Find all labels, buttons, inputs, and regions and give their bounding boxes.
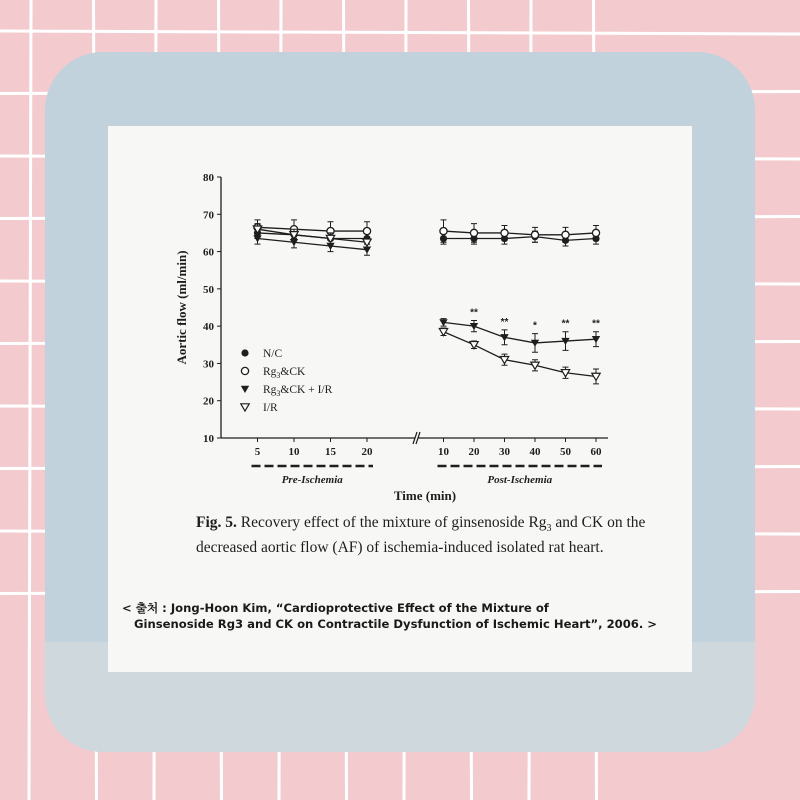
- y-tick-label: 60: [203, 246, 214, 259]
- figure-label: Fig. 5.: [196, 514, 237, 531]
- x-tick-label: 10: [288, 446, 300, 458]
- y-tick-label: 20: [203, 395, 214, 408]
- significance-label: *: [533, 320, 537, 332]
- source-citation: [122, 600, 682, 632]
- legend-label: $Rg_3\&CK + I/R$: [263, 384, 333, 398]
- data-point: [592, 229, 599, 236]
- y-tick-label: 40: [203, 321, 214, 334]
- data-point: [439, 329, 447, 336]
- figure-paper: [108, 126, 692, 672]
- series-line: [444, 332, 597, 377]
- significance-label: **: [592, 318, 600, 330]
- legend-marker: [241, 404, 249, 411]
- data-point: [470, 342, 478, 349]
- x-tick-label: 5: [254, 446, 261, 458]
- x-tick-label: 30: [499, 446, 510, 458]
- data-point: [531, 231, 538, 238]
- y-tick-label: 50: [203, 283, 214, 296]
- y-tick-label: 80: [203, 172, 214, 184]
- series-line: [444, 322, 597, 343]
- legend-marker: [241, 386, 249, 393]
- grid-line-horizontal: [0, 31, 800, 34]
- source-line-1: < 출처 : Jong-Hoon Kim, “Cardioprotective Effect of the Mixture of: [122, 601, 549, 615]
- x-tick-label: 60: [590, 446, 602, 458]
- aortic-flow-chart: [108, 126, 692, 516]
- y-axis-label: Aortic flow (ml/min): [174, 250, 189, 365]
- legend-label: N/C: [263, 348, 283, 360]
- x-axis-label: Time (min): [393, 488, 457, 503]
- caption-text-end: and CK on the decreased aortic flow (AF) of ischemia-induced isolated rat heart.: [196, 514, 646, 557]
- grid-line-vertical: [29, 0, 31, 800]
- significance-label: **: [561, 318, 570, 330]
- significance-label: **: [500, 316, 509, 328]
- significance-label: **: [470, 307, 478, 319]
- data-point: [440, 227, 447, 234]
- legend-marker: [241, 349, 248, 356]
- series-line: [444, 237, 597, 241]
- y-tick-label: 70: [203, 209, 214, 222]
- source-line-2: Ginsenoside Rg3 and CK on Contractile Dysfunction of Ischemic Heart”, 2006. >: [134, 617, 658, 631]
- legend: [241, 348, 333, 414]
- caption-subscript: 3: [546, 523, 552, 535]
- caption-text-start: Recovery effect of the mixture of ginsenoside Rg: [240, 514, 547, 531]
- data-point: [363, 227, 370, 234]
- figure-caption: [196, 513, 666, 557]
- x-tick-label: 15: [325, 446, 336, 458]
- legend-label: $Rg_3\&CK$: [263, 366, 306, 380]
- y-tick-label: 30: [203, 358, 214, 371]
- series-line: [258, 233, 368, 239]
- x-tick-label: 20: [361, 446, 373, 458]
- phase-label: Post-Ischemia: [487, 474, 553, 486]
- series-line: [258, 227, 368, 231]
- x-tick-label: 20: [468, 446, 480, 458]
- y-tick-label: 10: [203, 433, 214, 445]
- x-tick-label: 10: [438, 446, 449, 458]
- data-point: [470, 229, 477, 236]
- data-point: [363, 239, 371, 246]
- x-tick-label: 40: [529, 446, 541, 458]
- data-point: [592, 373, 600, 380]
- phase-label: Pre-Ischemia: [281, 474, 343, 486]
- legend-label: I/R: [263, 402, 278, 414]
- legend-marker: [241, 367, 248, 374]
- data-point: [501, 229, 508, 236]
- x-tick-label: 50: [560, 446, 571, 458]
- data-point: [562, 231, 569, 238]
- series-line: [444, 231, 597, 235]
